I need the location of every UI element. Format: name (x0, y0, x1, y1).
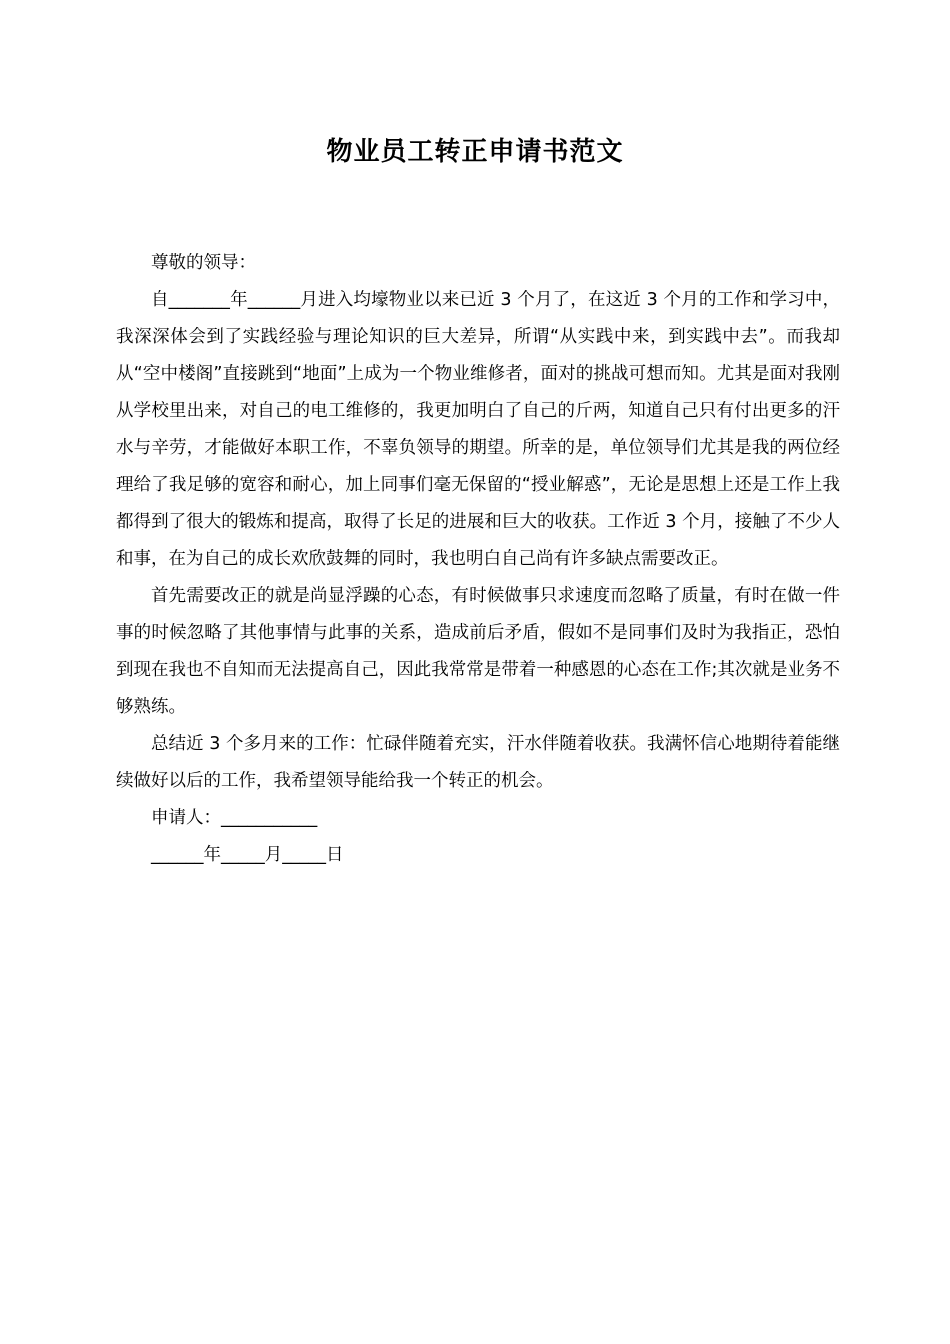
applicant-line: 申请人：___________ (151, 808, 318, 828)
document-body (116, 245, 840, 874)
date-line: ______年_____月_____日 (151, 845, 344, 865)
paragraph-3: 总结近 3 个多月来的工作：忙碌伴随着充实，汗水伴随着收获。我满怀信心地期待着能继续做好以后的工作，我希望领导能给我一个转正的机会。 (116, 734, 840, 791)
salutation: 尊敬的领导： (151, 253, 256, 273)
paragraph-1: 自_______年______月进入均壕物业以来已近 3 个月了，在这近 3 个月的工作和学习中，我深深体会到了实践经验与理论知识的巨大差异，所谓“从实践中来，到实践中去”。而我却从“空中楼阁”直接跳到“地面”上成为一个物业维修者，面对的挑战可想而知。尤其是面对我刚从学校里出来，对自己的电工维修的，我更加明白了自己的斤两，知道自己只有付出更多的汗水与辛劳，才能做好本职工作，不辜负领导的期望。所幸的是，单位领导们尤其是我的两位经理给了我足够的宽容和耐心，加上同事们毫无保留的“授业解惑”，无论是思想上还是工作上我都得到了很大的锻炼和提高，取得了长足的进展和巨大的收获。工作近 3 个月，接触了不少人和事，在为自己的成长欢欣鼓舞的同时，我也明白自己尚有许多缺点需要改正。 (116, 290, 840, 569)
document-title: 物业员工转正申请书范文 (326, 137, 624, 167)
paragraph-2: 首先需要改正的就是尚显浮躁的心态，有时候做事只求速度而忽略了质量，有时在做一件事的时候忽略了其他事情与此事的关系，造成前后矛盾，假如不是同事们及时为我指正，恐怕到现在我也不自知而无法提高自己，因此我常常是带着一种感恩的心态在工作;其次就是业务不够熟练。 (116, 586, 840, 717)
